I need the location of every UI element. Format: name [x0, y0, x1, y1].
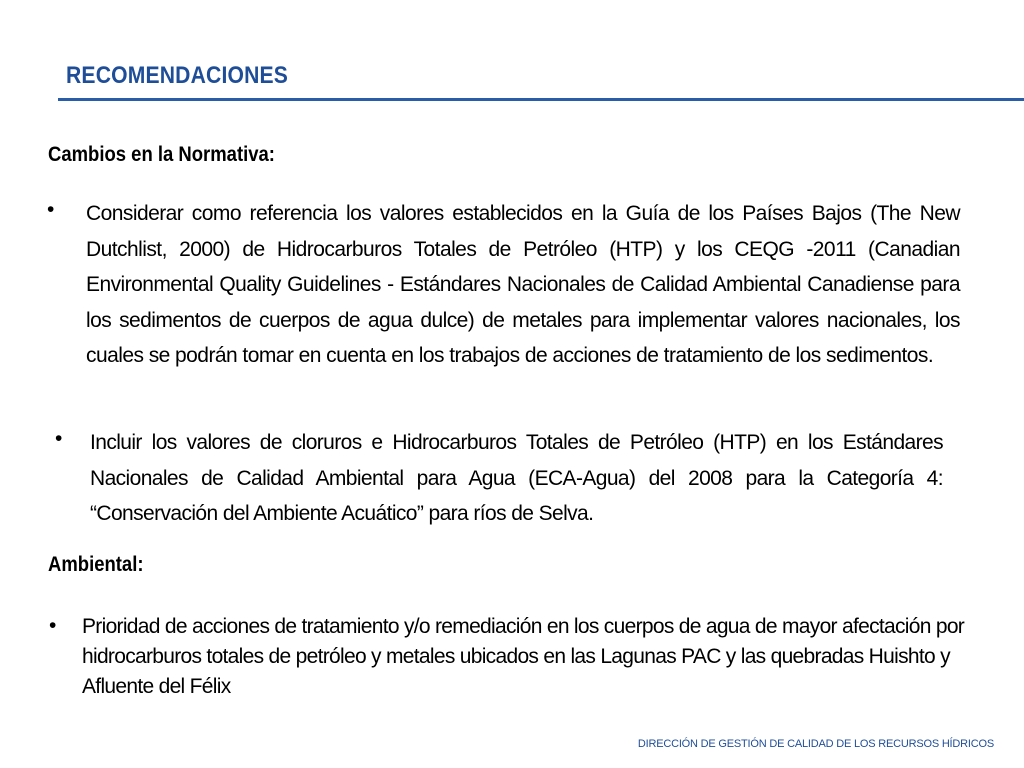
bullet-text-referencia: Considerar como referencia los valores establecidos en la Guía de los Países Bajos (The New Dutchlist, 2000) de Hidrocarburos Totales de Petróleo (HTP) y los CEQG -2011 (Canadian Environmental Quality Guidelines - Estándares Nacionales de Calidad Ambiental Canadiense para los sedimentos de cuerpos de agua dulce) de metales para implementar valores nacionales, los cuales se podrán tomar en cuenta en los trabajos de acciones de tratamiento de los sedimentos. — [86, 202, 960, 368]
footer-department: DIRECCIÓN DE GESTIÓN DE CALIDAD DE LOS RECURSOS HÍDRICOS — [637, 738, 994, 750]
bullet-text-prioridad: Prioridad de acciones de tratamiento y/o remediación en los cuerpos de agua de mayor afectación por hidrocarburos totales de petróleo y metales ubicados en las Lagunas PAC y las quebradas Huishto y Afluente del Félix — [82, 615, 965, 698]
bullet-marker: • — [55, 427, 63, 450]
bullet-marker: • — [49, 614, 57, 637]
bullet-marker: • — [47, 198, 55, 221]
section-heading-normativa: Cambios en la Normativa: — [48, 143, 275, 166]
title-divider — [58, 98, 1024, 101]
bullet-text-incluir: Incluir los valores de cloruros e Hidrocarburos Totales de Petróleo (HTP) en los Estándares Nacionales de Calidad Ambiental para Agua (ECA-Agua) del 2008 para la Categoría 4: “Conservación del Ambiente Acuático” para ríos de Selva. — [90, 431, 943, 525]
section-heading-ambiental: Ambiental: — [48, 553, 144, 576]
page-title: RECOMENDACIONES — [66, 62, 289, 89]
